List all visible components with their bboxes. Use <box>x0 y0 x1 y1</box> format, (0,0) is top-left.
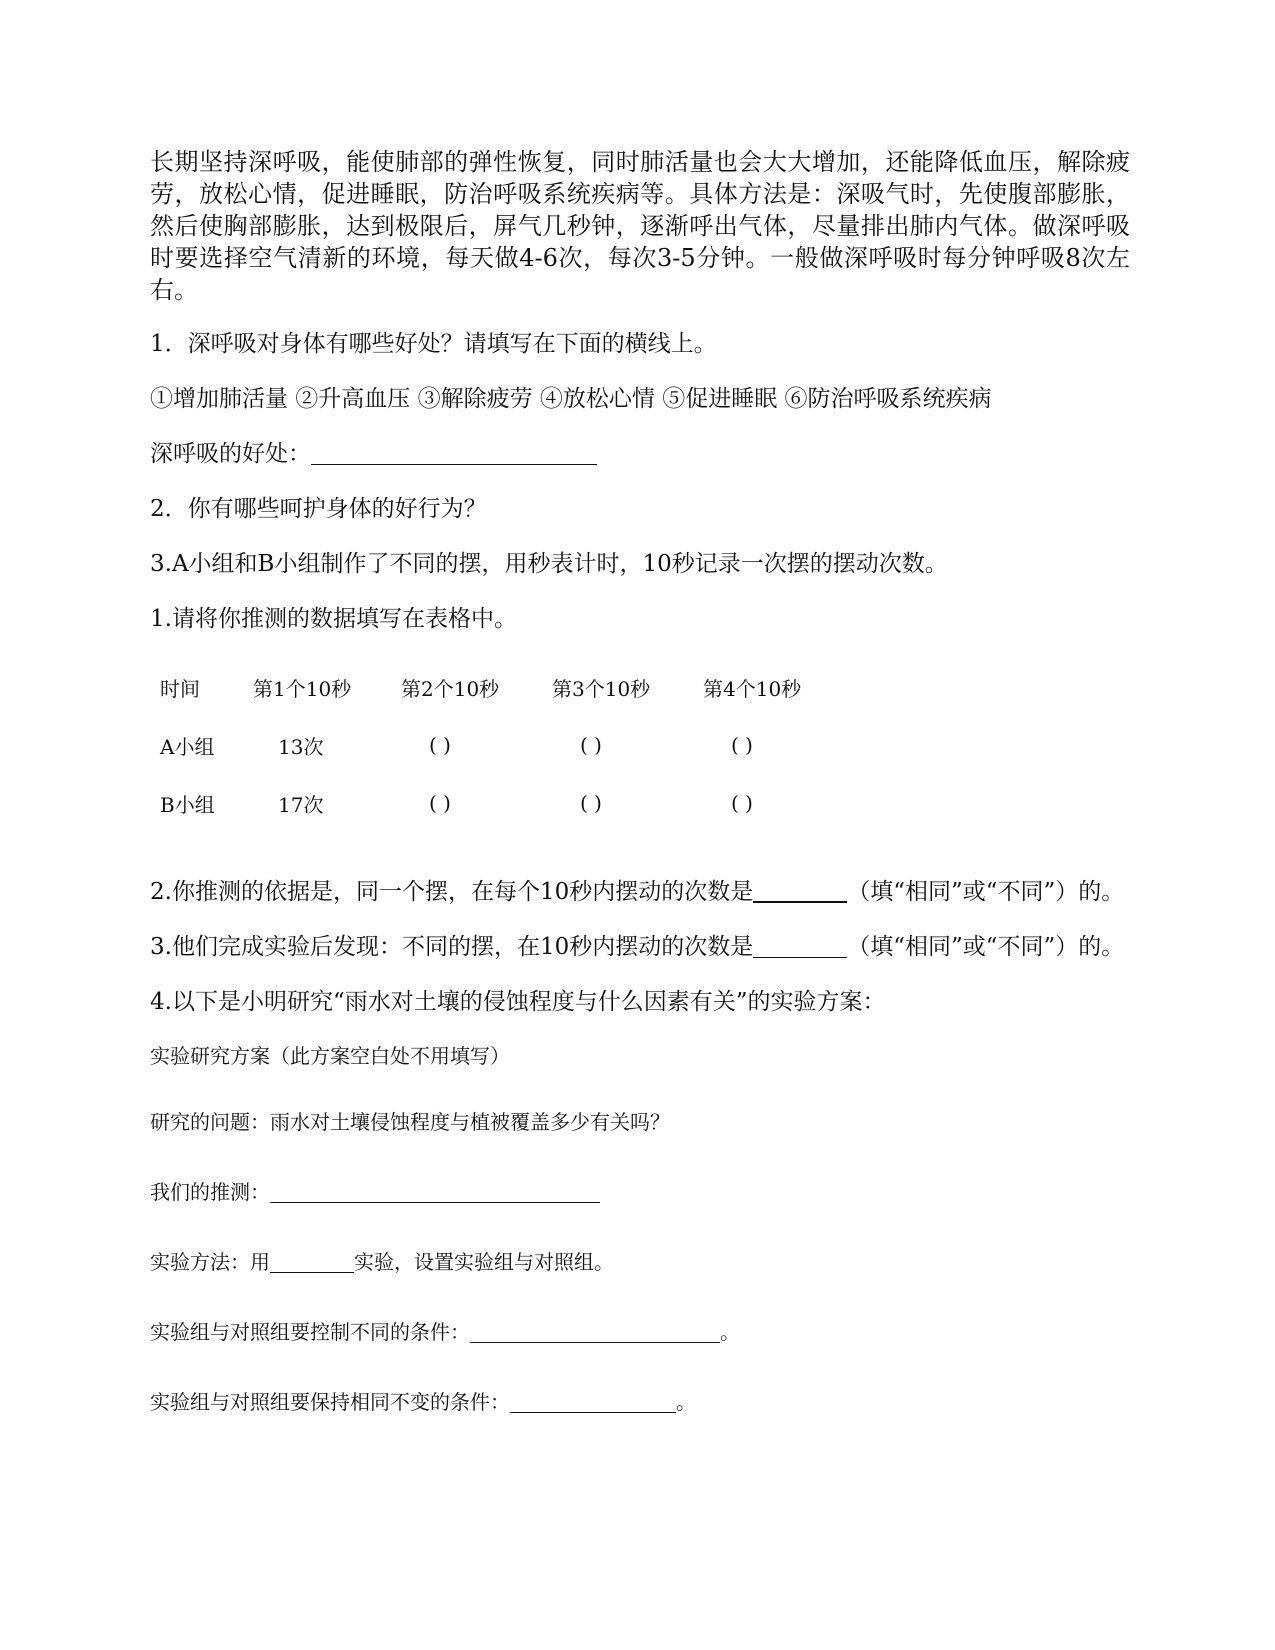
answer-blank[interactable] <box>753 933 847 958</box>
question-3-2-text: 2.你推测的依据是，同一个摆，在每个10秒内摆动的次数是 <box>150 879 754 905</box>
question-3-3-text: 3.他们完成实验后发现：不同的摆，在10秒内摆动的次数是 <box>150 934 754 960</box>
table-header: 第2个10秒 <box>401 676 500 701</box>
question-1-options: ①增加肺活量 ②升高血压 ③解除疲劳 ④放松心情 ⑤促进睡眠 ⑥防治呼吸系统疾病 <box>150 386 992 412</box>
answer-label: 深呼吸的好处： <box>150 441 311 467</box>
question-4: 4.以下是小明研究“雨水对土壤的侵蚀程度与什么因素有关”的实验方案： <box>150 989 886 1015</box>
table-cell-blank[interactable]: ( ) <box>429 733 451 757</box>
intro-paragraph: 长期坚持深呼吸，能使肺部的弹性恢复，同时肺活量也会大大增加，还能降低血压，解除疲劳，放松心情，促进睡眠，防治呼吸系统疾病等。具体方法是：深吸气时，先使腹部膨胀，然后使胸部膨胀，达到极限后，屏气几秒钟，逐渐呼出气体，尽量排出肺内气体。做深呼吸时要选择空气清新的环境，每天做4-6次，每次3-5分钟。一般做深呼吸时每分钟呼吸8次左右。 <box>150 148 1130 304</box>
question-3: 3.A小组和B小组制作了不同的摆，用秒表计时，10秒记录一次摆的摆动次数。 <box>150 551 948 577</box>
worksheet <box>150 146 1130 1457</box>
table-cell-blank[interactable]: ( ) <box>580 733 602 757</box>
table-cell: 13次 <box>278 734 324 759</box>
pendulum-table <box>150 658 854 832</box>
plan-guess <box>150 1177 1130 1207</box>
table-cell: A小组 <box>160 734 215 759</box>
question-1-answer <box>150 438 1130 470</box>
question-3-3-hint: （填“相同”或“不同”）的。 <box>847 934 1125 960</box>
table-cell: B小组 <box>160 792 215 817</box>
plan-method-label: 实验方法：用 <box>150 1250 270 1274</box>
table-header: 第4个10秒 <box>703 676 802 701</box>
plan-method <box>150 1247 1130 1277</box>
answer-blank[interactable] <box>270 1248 354 1273</box>
plan-diff-label: 实验组与对照组要控制不同的条件： <box>150 1320 470 1344</box>
table-cell: 17次 <box>278 792 324 817</box>
answer-blank[interactable] <box>270 1178 600 1203</box>
answer-blank[interactable] <box>510 1388 676 1413</box>
answer-blank[interactable] <box>311 440 597 465</box>
plan-different-conditions <box>150 1317 1130 1347</box>
plan-method-text: 实验，设置实验组与对照组。 <box>354 1250 614 1274</box>
question-3-1: 1.请将你推测的数据填写在表格中。 <box>150 606 517 632</box>
period: 。 <box>720 1320 740 1344</box>
plan-same-label: 实验组与对照组要保持相同不变的条件： <box>150 1390 510 1414</box>
answer-blank[interactable] <box>753 877 847 903</box>
plan-question: 研究的问题：雨水对土壤侵蚀程度与植被覆盖多少有关吗？ <box>150 1110 670 1134</box>
plan-title: 实验研究方案（此方案空白处不用填写） <box>150 1044 510 1068</box>
answer-blank[interactable] <box>470 1318 720 1343</box>
question-1: 1．深呼吸对身体有哪些好处？请填写在下面的横线上。 <box>150 331 717 357</box>
table-header: 时间 <box>160 676 200 701</box>
table-cell-blank[interactable]: ( ) <box>429 791 451 815</box>
period: 。 <box>676 1390 696 1414</box>
question-3-2-hint: （填“相同”或“不同”）的。 <box>847 879 1125 905</box>
table-cell-blank[interactable]: ( ) <box>731 791 753 815</box>
table-header: 第3个10秒 <box>552 676 651 701</box>
table-cell-blank[interactable]: ( ) <box>731 733 753 757</box>
table-row <box>150 774 854 832</box>
question-3-2 <box>150 876 1130 908</box>
plan-guess-label: 我们的推测： <box>150 1180 270 1204</box>
question-3-3 <box>150 931 1130 963</box>
plan-same-conditions <box>150 1387 1130 1417</box>
table-row <box>150 716 854 774</box>
table-cell-blank[interactable]: ( ) <box>580 791 602 815</box>
table-header-row <box>150 658 854 716</box>
question-2: 2．你有哪些呵护身体的好行为？ <box>150 496 487 522</box>
table-header: 第1个10秒 <box>253 676 352 701</box>
